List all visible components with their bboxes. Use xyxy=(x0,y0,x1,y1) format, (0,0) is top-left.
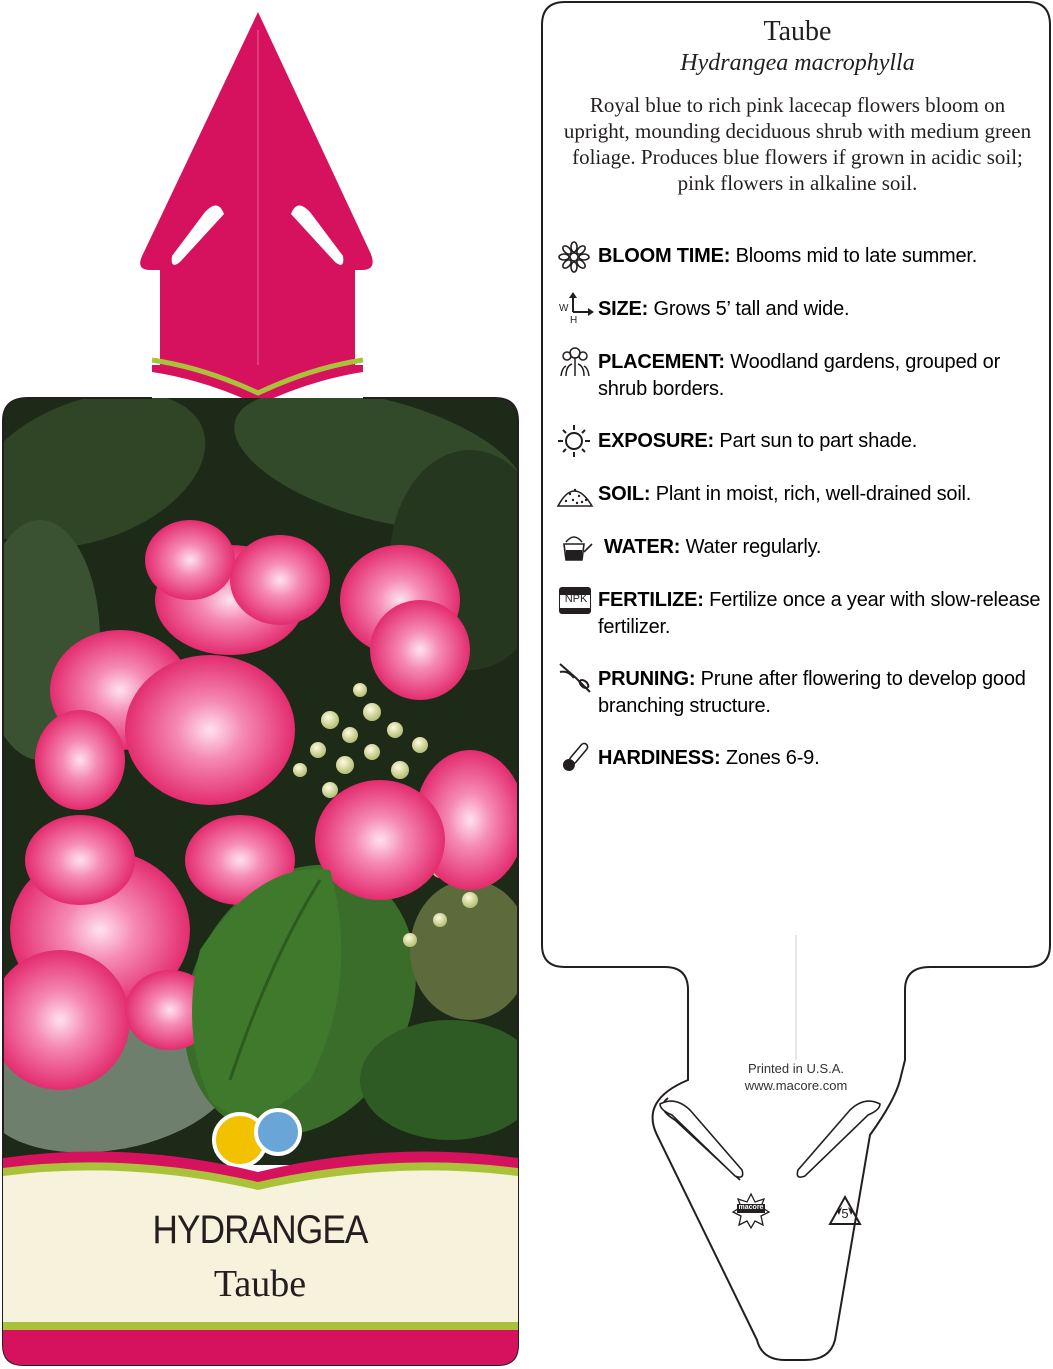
front-variety-name: Taube xyxy=(213,1263,307,1305)
macore-logo-text: macore xyxy=(738,1204,764,1211)
care-row-size: SIZE: Grows 5’ tall and wide. xyxy=(598,298,850,320)
plant-description: Royal blue to rich pink lacecap flowers bloom on upright, mounding deciduous shrub with medium green foliage. Produces blue flowers if grown in acidic soil; pink flowers in alkaline soil. xyxy=(563,93,1032,195)
printed-note xyxy=(650,1060,942,1094)
care-row-hardiness: HARDINESS: Zones 6-9. xyxy=(598,747,820,769)
care-row-water: WATER: Water regularly. xyxy=(604,536,822,558)
latin-name: Hydrangea macrophylla xyxy=(680,50,915,76)
soil-mound-icon xyxy=(556,476,594,510)
printed-in: Printed in U.S.A. xyxy=(747,1061,845,1076)
npk-label: NPK xyxy=(564,593,588,605)
placement-plants-icon xyxy=(556,344,594,378)
pruning-shears-icon xyxy=(556,660,594,694)
care-row-bloom: BLOOM TIME: Blooms mid to late summer. xyxy=(598,245,978,267)
watering-can-icon xyxy=(556,530,594,564)
size-icon-w: W xyxy=(559,303,569,314)
flower-icon xyxy=(556,240,594,274)
care-row-soil: SOIL: Plant in moist, rich, well-drained soil. xyxy=(598,483,972,505)
front-plant-name: HYDRANGEA xyxy=(152,1208,368,1252)
care-row-exposure: EXPOSURE: Part sun to part shade. xyxy=(598,430,918,452)
website: www.macore.com xyxy=(744,1078,848,1093)
care-row-pruning: PRUNING: Prune after flowering to develop good branching structure. xyxy=(598,668,1026,717)
back-title: Taube xyxy=(763,16,832,47)
sun-icon xyxy=(556,424,594,458)
recycle-code: 5 xyxy=(841,1206,849,1221)
thermometer-icon xyxy=(556,740,594,774)
care-row-placement: PLACEMENT: Woodland gardens, grouped or shrub borders. xyxy=(598,351,1001,400)
care-row-fertilize: FERTILIZE: Fertilize once a year with slow-release fertilizer. xyxy=(598,589,1041,638)
size-icon-h: H xyxy=(570,315,578,326)
